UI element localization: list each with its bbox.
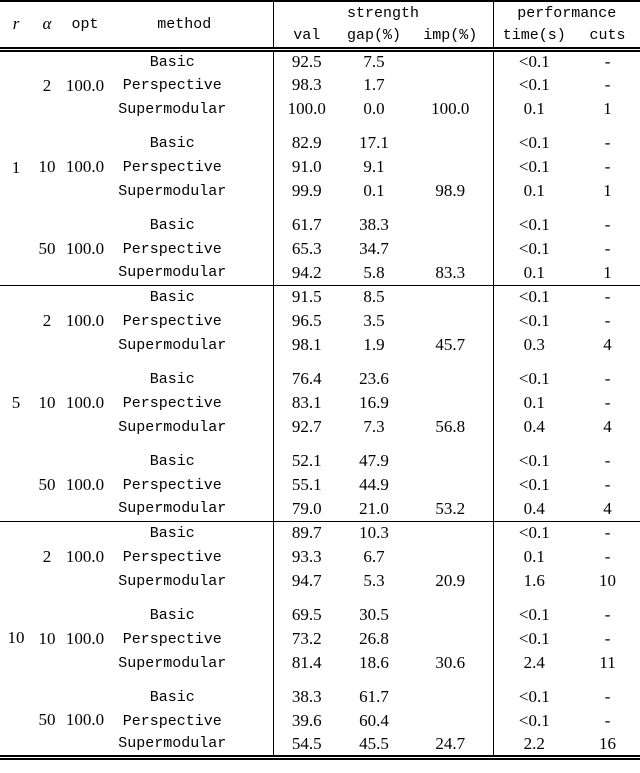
imp-cell	[408, 73, 493, 97]
val-cell: 91.0	[273, 155, 340, 179]
column-header-time: time(s)	[493, 25, 575, 49]
cuts-cell: -	[604, 393, 611, 412]
table-row	[0, 685, 640, 709]
imp-cell: 45.7	[435, 335, 466, 354]
method-cell: Supermodular	[118, 572, 227, 590]
column-header-method: method	[157, 15, 212, 33]
gap-cell: 7.5	[363, 52, 385, 72]
method-cell: Supermodular	[118, 500, 227, 518]
method-cell: Basic	[149, 370, 195, 388]
method-cell: Perspective	[122, 630, 222, 648]
time-cell: <0.1	[493, 685, 575, 709]
val-cell: 79.0	[273, 497, 340, 521]
column-header-imp: imp(%)	[423, 27, 478, 45]
gap-cell: 3.5	[363, 311, 385, 330]
imp-cell: 30.6	[435, 653, 466, 672]
gap-cell: 34.7	[359, 239, 389, 258]
time-cell: <0.1	[493, 603, 575, 627]
time-cell: <0.1	[493, 73, 575, 97]
opt-cell: 100.0	[65, 157, 105, 176]
val-cell: 65.3	[273, 237, 340, 261]
gap-cell: 7.3	[363, 417, 385, 436]
opt-cell: 100.0	[65, 709, 105, 729]
alpha-cell: 2	[42, 76, 52, 96]
cuts-cell: 4	[603, 417, 612, 436]
method-cell: Basic	[149, 688, 195, 706]
val-cell: 61.7	[273, 213, 340, 237]
gap-cell: 16.9	[359, 393, 389, 412]
val-cell: 52.1	[273, 449, 340, 473]
method-cell: Perspective	[122, 76, 222, 94]
time-cell: 0.3	[493, 333, 575, 357]
imp-cell	[408, 213, 493, 237]
gap-cell: 38.3	[359, 215, 389, 234]
imp-cell: 56.8	[435, 417, 466, 436]
cuts-cell: -	[604, 311, 611, 330]
method-cell: Supermodular	[118, 264, 227, 282]
block-spacer	[0, 357, 640, 367]
val-cell: 69.5	[273, 603, 340, 627]
val-cell: 82.9	[273, 131, 340, 155]
opt-cell: 100.0	[65, 547, 105, 567]
alpha-cell: 10	[38, 629, 56, 648]
block-spacer	[0, 121, 640, 131]
block-spacer	[0, 439, 640, 449]
time-cell: 2.4	[493, 651, 575, 675]
val-cell: 73.2	[273, 627, 340, 651]
method-cell: Supermodular	[118, 100, 227, 118]
method-cell: Supermodular	[118, 418, 227, 436]
cuts-cell: -	[604, 523, 611, 543]
table-header	[0, 1, 640, 49]
imp-cell	[408, 237, 493, 261]
val-cell: 92.7	[273, 415, 340, 439]
imp-cell	[408, 131, 493, 155]
cuts-cell: -	[604, 687, 611, 706]
imp-cell: 20.9	[435, 571, 466, 590]
gap-cell: 26.8	[359, 629, 389, 648]
gap-cell: 1.9	[363, 335, 385, 354]
imp-cell	[408, 285, 493, 309]
val-cell: 99.9	[273, 179, 340, 203]
opt-cell: 100.0	[65, 311, 105, 331]
imp-cell	[408, 309, 493, 333]
table-row	[0, 131, 640, 155]
opt-cell: 100.0	[65, 76, 105, 96]
val-cell: 94.7	[273, 569, 340, 593]
val-cell: 83.1	[273, 391, 340, 415]
column-header-alpha: α	[42, 14, 52, 34]
table-row	[0, 603, 640, 627]
time-cell: 0.1	[493, 261, 575, 285]
val-cell: 93.3	[273, 545, 340, 569]
cuts-cell: -	[604, 475, 611, 494]
gap-cell: 1.7	[363, 75, 385, 94]
gap-cell: 9.1	[363, 157, 385, 176]
time-cell: <0.1	[493, 49, 575, 73]
method-cell: Basic	[149, 134, 195, 152]
cuts-cell: 10	[599, 571, 617, 590]
gap-cell: 5.3	[363, 571, 385, 590]
imp-cell	[408, 545, 493, 569]
time-cell: 1.6	[493, 569, 575, 593]
method-cell: Perspective	[122, 712, 222, 730]
table-row	[0, 213, 640, 237]
cuts-cell: -	[604, 547, 611, 566]
imp-cell	[408, 391, 493, 415]
gap-cell: 10.3	[359, 523, 389, 543]
opt-cell: 100.0	[65, 238, 105, 258]
time-cell: <0.1	[493, 213, 575, 237]
gap-cell: 21.0	[359, 498, 389, 518]
val-cell: 92.5	[273, 49, 340, 73]
alpha-cell: 50	[38, 474, 56, 494]
block-spacer	[0, 593, 640, 603]
alpha-cell: 10	[38, 157, 56, 176]
gap-cell: 45.5	[359, 733, 389, 753]
method-cell: Perspective	[122, 548, 222, 566]
column-header-r: r	[12, 14, 20, 34]
imp-cell: 100.0	[431, 99, 470, 118]
alpha-cell: 50	[38, 709, 56, 729]
cuts-cell: -	[604, 605, 611, 624]
cuts-cell: -	[604, 287, 611, 307]
time-cell: 0.1	[493, 179, 575, 203]
gap-cell: 8.5	[363, 287, 385, 307]
time-cell: <0.1	[493, 473, 575, 497]
time-cell: <0.1	[493, 367, 575, 391]
gap-cell: 47.9	[359, 451, 389, 470]
time-cell: 0.4	[493, 415, 575, 439]
val-cell: 94.2	[273, 261, 340, 285]
imp-cell	[408, 473, 493, 497]
cuts-cell: 4	[603, 335, 612, 354]
table-row	[0, 521, 640, 545]
cuts-cell: 1	[603, 181, 612, 200]
method-cell: Basic	[149, 524, 195, 542]
time-cell: <0.1	[493, 309, 575, 333]
val-cell: 96.5	[273, 309, 340, 333]
imp-cell: 24.7	[435, 733, 466, 753]
r-cell: 1	[11, 158, 21, 177]
time-cell: <0.1	[493, 521, 575, 545]
imp-cell: 83.3	[435, 262, 466, 282]
method-cell: Perspective	[122, 158, 222, 176]
imp-cell	[408, 603, 493, 627]
method-cell: Supermodular	[118, 336, 227, 354]
method-cell: Basic	[149, 606, 195, 624]
column-header-val: val	[273, 25, 340, 49]
table-row	[0, 285, 640, 309]
column-header-opt: opt	[71, 15, 99, 33]
gap-cell: 61.7	[359, 687, 389, 706]
cuts-cell: -	[604, 133, 611, 152]
imp-cell	[408, 49, 493, 73]
imp-cell: 53.2	[435, 498, 466, 518]
cuts-cell: -	[604, 369, 611, 388]
cuts-cell: -	[604, 215, 611, 234]
column-header-cuts: cuts	[589, 27, 626, 45]
method-cell: Perspective	[122, 394, 222, 412]
table-row	[0, 49, 640, 73]
alpha-cell: 2	[42, 547, 52, 567]
cuts-cell: -	[604, 157, 611, 176]
imp-cell: 98.9	[435, 181, 466, 200]
r-group-5	[0, 285, 640, 521]
column-header-gap: gap(%)	[346, 27, 401, 45]
time-cell: <0.1	[493, 131, 575, 155]
gap-cell: 30.5	[359, 605, 389, 624]
method-cell: Supermodular	[118, 654, 227, 672]
val-cell: 54.5	[273, 733, 340, 757]
cuts-cell: -	[604, 451, 611, 470]
r-cell: 5	[11, 393, 21, 412]
cuts-cell: -	[604, 75, 611, 94]
r-group-1	[0, 49, 640, 285]
method-cell: Basic	[149, 288, 195, 306]
alpha-cell: 10	[38, 393, 56, 412]
time-cell: <0.1	[493, 449, 575, 473]
val-cell: 98.3	[273, 73, 340, 97]
method-cell: Perspective	[122, 312, 222, 330]
cuts-cell: 1	[603, 99, 612, 118]
time-cell: <0.1	[493, 627, 575, 651]
gap-cell: 0.0	[363, 99, 385, 118]
val-cell: 98.1	[273, 333, 340, 357]
gap-cell: 18.6	[359, 653, 389, 672]
method-cell: Basic	[149, 53, 195, 71]
cuts-cell: -	[604, 629, 611, 648]
val-cell: 100.0	[273, 97, 340, 121]
time-cell: 0.1	[493, 545, 575, 569]
time-cell: <0.1	[493, 155, 575, 179]
cuts-cell: -	[604, 52, 611, 72]
gap-cell: 6.7	[363, 547, 385, 566]
cuts-cell: 16	[599, 733, 617, 753]
val-cell: 81.4	[273, 651, 340, 675]
column-group-strength: strength	[273, 1, 493, 25]
method-cell: Supermodular	[118, 735, 227, 753]
block-spacer	[0, 203, 640, 213]
val-cell: 76.4	[273, 367, 340, 391]
opt-cell: 100.0	[65, 629, 105, 648]
imp-cell	[408, 155, 493, 179]
time-cell: 0.1	[493, 97, 575, 121]
imp-cell	[408, 709, 493, 733]
alpha-cell: 2	[42, 311, 52, 331]
imp-cell	[408, 521, 493, 545]
val-cell: 39.6	[273, 709, 340, 733]
val-cell: 89.7	[273, 521, 340, 545]
gap-cell: 60.4	[359, 711, 389, 730]
gap-cell: 0.1	[363, 181, 385, 200]
imp-cell	[408, 449, 493, 473]
imp-cell	[408, 685, 493, 709]
val-cell: 55.1	[273, 473, 340, 497]
gap-cell: 5.8	[363, 262, 385, 282]
table-row	[0, 449, 640, 473]
method-cell: Perspective	[122, 476, 222, 494]
alpha-cell: 50	[38, 238, 56, 258]
method-cell: Basic	[149, 452, 195, 470]
time-cell: 0.4	[493, 497, 575, 521]
time-cell: 2.2	[493, 733, 575, 757]
cuts-cell: 1	[603, 262, 612, 282]
method-cell: Perspective	[122, 240, 222, 258]
header-row-groups	[0, 1, 640, 25]
r-group-10	[0, 521, 640, 757]
cuts-cell: 11	[599, 653, 616, 672]
block-spacer	[0, 675, 640, 685]
gap-cell: 23.6	[359, 369, 389, 388]
cuts-cell: -	[604, 711, 611, 730]
opt-cell: 100.0	[65, 474, 105, 494]
opt-cell: 100.0	[65, 393, 105, 412]
r-cell: 10	[7, 628, 25, 647]
imp-cell	[408, 367, 493, 391]
gap-cell: 17.1	[359, 133, 389, 152]
method-cell: Supermodular	[118, 182, 227, 200]
column-group-performance: performance	[493, 1, 640, 25]
cuts-cell: -	[604, 239, 611, 258]
time-cell: <0.1	[493, 237, 575, 261]
val-cell: 91.5	[273, 285, 340, 309]
method-cell: Basic	[149, 216, 195, 234]
gap-cell: 44.9	[359, 475, 389, 494]
time-cell: 0.1	[493, 391, 575, 415]
time-cell: <0.1	[493, 709, 575, 733]
table-row	[0, 367, 640, 391]
imp-cell	[408, 627, 493, 651]
cuts-cell: 4	[603, 498, 612, 518]
val-cell: 38.3	[273, 685, 340, 709]
time-cell: <0.1	[493, 285, 575, 309]
